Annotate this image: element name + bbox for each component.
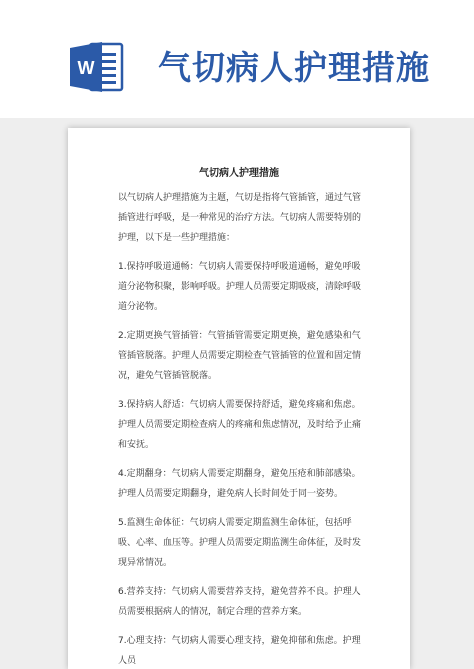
document-body xyxy=(118,188,368,669)
doc-paragraph-2: 2.定期更换气管插管：气管插管需要定期更换，避免感染和气管插管脱落。护理人员需要定期检查气管插管的位置和固定情况，避免气管插管脱落。 xyxy=(118,331,362,381)
document-title: 气切病人护理措施 xyxy=(199,168,279,179)
word-icon xyxy=(68,38,126,96)
page-header xyxy=(0,0,474,118)
doc-paragraph-7: 7.心理支持：气切病人需要心理支持，避免抑郁和焦虑。护理人员 xyxy=(118,636,361,666)
doc-paragraph-intro: 以气切病人护理措施为主题，气切是指将气管插管，通过气管插管进行呼吸，是一种常见的治疗方法。气切病人需要特别的护理，以下是一些护理措施： xyxy=(118,193,362,243)
doc-paragraph-5: 5.监测生命体征：气切病人需要定期监测生命体征，包括呼吸、心率、血压等。护理人员需要定期监测生命体征，及时发现异常情况。 xyxy=(118,518,362,568)
doc-paragraph-3: 3.保持病人舒适：气切病人需要保持舒适，避免疼痛和焦虑。护理人员需要定期检查病人的疼痛和焦虑情况，及时给予止痛和安抚。 xyxy=(118,400,362,450)
page-title: 气切病人护理措施 xyxy=(158,48,430,87)
doc-paragraph-4: 4.定期翻身：气切病人需要定期翻身，避免压疮和肺部感染。护理人员需要定期翻身，避免病人长时间处于同一姿势。 xyxy=(118,469,361,499)
document-page xyxy=(68,128,410,669)
doc-paragraph-1: 1.保持呼吸道通畅：气切病人需要保持呼吸道通畅，避免呼吸道分泌物积聚，影响呼吸。护理人员需要定期吸痰，清除呼吸道分泌物。 xyxy=(118,262,362,312)
doc-paragraph-6: 6.营养支持：气切病人需要营养支持，避免营养不良。护理人员需要根据病人的情况，制定合理的营养方案。 xyxy=(118,587,361,617)
word-icon-letter: W xyxy=(77,58,95,78)
